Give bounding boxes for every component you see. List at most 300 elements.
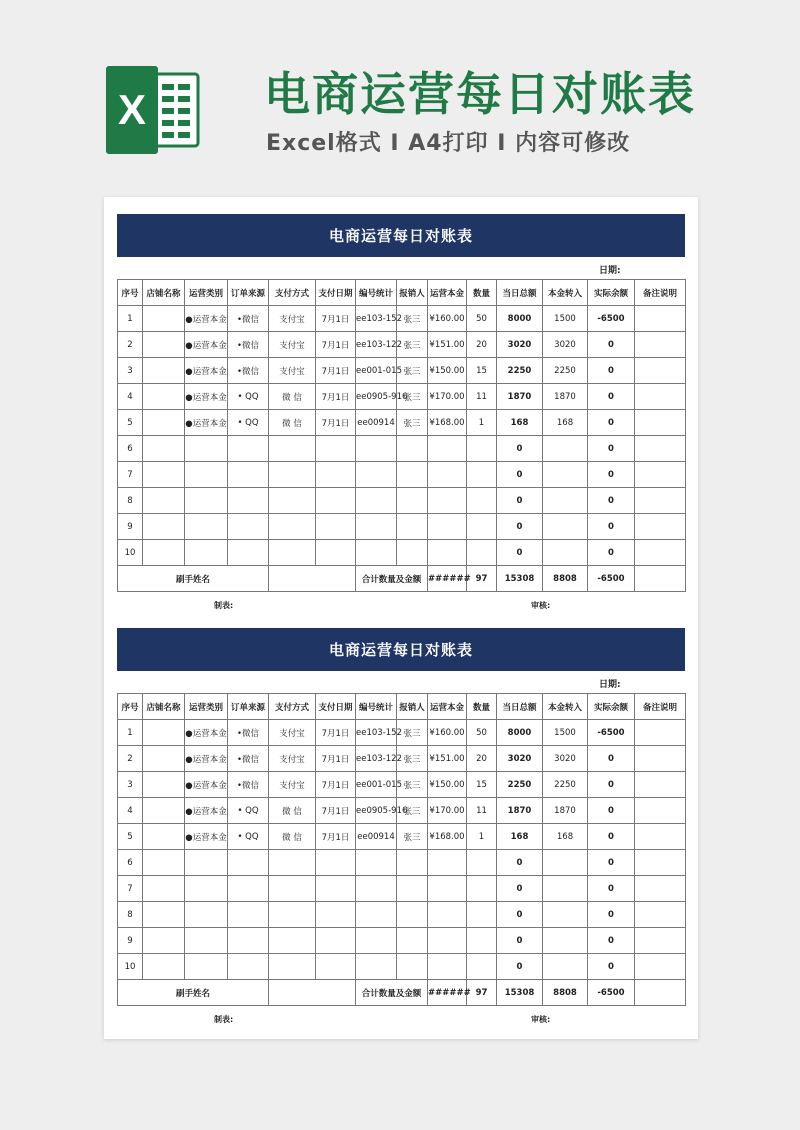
cell-ops-principal[interactable]: ¥168.00 bbox=[428, 824, 467, 850]
cell-reimburser[interactable] bbox=[397, 850, 428, 876]
cell-actual-balance[interactable]: 0 bbox=[588, 436, 635, 462]
cell-day-total[interactable]: 168 bbox=[497, 824, 543, 850]
cell-ops-category[interactable] bbox=[185, 954, 228, 980]
cell-ops-category[interactable]: ●运营本金 bbox=[185, 772, 228, 798]
cell-serial-number[interactable]: ee103-122 bbox=[356, 746, 397, 772]
cell-reimburser[interactable] bbox=[397, 488, 428, 514]
cell-ops-principal[interactable] bbox=[428, 488, 467, 514]
cell-note[interactable] bbox=[635, 462, 686, 488]
cell-order-source[interactable] bbox=[228, 902, 269, 928]
cell-ops-principal[interactable] bbox=[428, 462, 467, 488]
cell-payment-date[interactable] bbox=[316, 436, 356, 462]
cell-ops-principal[interactable]: ¥160.00 bbox=[428, 306, 467, 332]
cell-ops-category[interactable] bbox=[185, 902, 228, 928]
cell-note[interactable] bbox=[635, 306, 686, 332]
cell-order-source[interactable]: •微信 bbox=[228, 746, 269, 772]
cell-payment-method[interactable]: 支付宝 bbox=[269, 332, 316, 358]
cell-reimburser[interactable] bbox=[397, 902, 428, 928]
cell-payment-method[interactable] bbox=[269, 876, 316, 902]
cell-ops-principal[interactable] bbox=[428, 540, 467, 566]
cell-day-total[interactable]: 0 bbox=[497, 462, 543, 488]
cell-principal-transfer[interactable]: 168 bbox=[543, 824, 588, 850]
cell-reimburser[interactable]: 张三 bbox=[397, 410, 428, 436]
cell-index[interactable]: 1 bbox=[118, 720, 143, 746]
cell-payment-date[interactable] bbox=[316, 954, 356, 980]
cell-payment-method[interactable] bbox=[269, 462, 316, 488]
cell-store-name[interactable] bbox=[143, 850, 185, 876]
cell-payment-method[interactable]: 支付宝 bbox=[269, 772, 316, 798]
reconciliation-table bbox=[117, 279, 686, 592]
cell-actual-balance[interactable]: 0 bbox=[588, 746, 635, 772]
cell-payment-date[interactable]: 7月1日 bbox=[316, 798, 356, 824]
cell-store-name[interactable] bbox=[143, 436, 185, 462]
cell-ops-category[interactable]: ●运营本金 bbox=[185, 720, 228, 746]
cell-ops-principal[interactable]: ¥151.00 bbox=[428, 746, 467, 772]
day-amount-total: 15308 bbox=[497, 980, 543, 1006]
cell-serial-number[interactable]: ee00914 bbox=[356, 410, 397, 436]
cell-serial-number[interactable]: ee001-015 bbox=[356, 358, 397, 384]
cell-note[interactable] bbox=[635, 850, 686, 876]
cell-note[interactable] bbox=[635, 954, 686, 980]
cell-ops-category[interactable] bbox=[185, 488, 228, 514]
cell-day-total[interactable]: 0 bbox=[497, 902, 543, 928]
cell-actual-balance[interactable]: 0 bbox=[588, 540, 635, 566]
cell-note[interactable] bbox=[635, 384, 686, 410]
cell-quantity[interactable]: 20 bbox=[467, 332, 497, 358]
cell-principal-transfer[interactable]: 1500 bbox=[543, 306, 588, 332]
cell-ops-principal[interactable] bbox=[428, 436, 467, 462]
cell-index[interactable]: 4 bbox=[118, 384, 143, 410]
table-row bbox=[118, 462, 686, 488]
cell-payment-method[interactable]: 微 信 bbox=[269, 798, 316, 824]
cell-note[interactable] bbox=[635, 928, 686, 954]
cell-quantity[interactable]: 15 bbox=[467, 358, 497, 384]
cell-ops-category[interactable] bbox=[185, 462, 228, 488]
cell-index[interactable]: 10 bbox=[118, 954, 143, 980]
cell-reimburser[interactable]: 张三 bbox=[397, 720, 428, 746]
cell-payment-date[interactable]: 7月1日 bbox=[316, 332, 356, 358]
cell-principal-transfer[interactable]: 2250 bbox=[543, 772, 588, 798]
cell-actual-balance[interactable]: 0 bbox=[588, 332, 635, 358]
cell-order-source[interactable] bbox=[228, 954, 269, 980]
cell-serial-number[interactable] bbox=[356, 488, 397, 514]
cell-index[interactable]: 2 bbox=[118, 332, 143, 358]
column-header-ops-principal: 运营本金 bbox=[428, 694, 467, 720]
cell-store-name[interactable] bbox=[143, 876, 185, 902]
cell-serial-number[interactable] bbox=[356, 436, 397, 462]
cell-quantity[interactable]: 50 bbox=[467, 306, 497, 332]
cell-principal-transfer[interactable] bbox=[543, 514, 588, 540]
cell-day-total[interactable]: 0 bbox=[497, 514, 543, 540]
cell-order-source[interactable] bbox=[228, 436, 269, 462]
cell-index[interactable]: 6 bbox=[118, 436, 143, 462]
cell-reimburser[interactable]: 张三 bbox=[397, 306, 428, 332]
cell-day-total[interactable]: 1870 bbox=[497, 384, 543, 410]
cell-day-total[interactable]: 2250 bbox=[497, 772, 543, 798]
cell-principal-transfer[interactable]: 3020 bbox=[543, 332, 588, 358]
cell-actual-balance[interactable]: 0 bbox=[588, 410, 635, 436]
cell-quantity[interactable] bbox=[467, 902, 497, 928]
cell-actual-balance[interactable]: 0 bbox=[588, 488, 635, 514]
cell-note[interactable] bbox=[635, 540, 686, 566]
cell-store-name[interactable] bbox=[143, 410, 185, 436]
cell-actual-balance[interactable]: -6500 bbox=[588, 306, 635, 332]
cell-index[interactable]: 3 bbox=[118, 358, 143, 384]
cell-ops-category[interactable]: ●运营本金 bbox=[185, 306, 228, 332]
cell-payment-method[interactable]: 支付宝 bbox=[269, 720, 316, 746]
column-header-index: 序号 bbox=[118, 694, 143, 720]
cell-ops-principal[interactable] bbox=[428, 876, 467, 902]
cell-payment-date[interactable]: 7月1日 bbox=[316, 358, 356, 384]
cell-serial-number[interactable]: ee00914 bbox=[356, 824, 397, 850]
cell-store-name[interactable] bbox=[143, 954, 185, 980]
cell-payment-method[interactable]: 支付宝 bbox=[269, 358, 316, 384]
cell-payment-method[interactable] bbox=[269, 540, 316, 566]
cell-payment-date[interactable]: 7月1日 bbox=[316, 824, 356, 850]
cell-reimburser[interactable]: 张三 bbox=[397, 772, 428, 798]
cell-ops-principal[interactable]: ¥160.00 bbox=[428, 720, 467, 746]
cell-serial-number[interactable] bbox=[356, 514, 397, 540]
cell-index[interactable]: 7 bbox=[118, 462, 143, 488]
cell-actual-balance[interactable]: 0 bbox=[588, 798, 635, 824]
cell-payment-method[interactable] bbox=[269, 488, 316, 514]
cell-day-total[interactable]: 168 bbox=[497, 410, 543, 436]
cell-payment-date[interactable] bbox=[316, 540, 356, 566]
cell-note[interactable] bbox=[635, 876, 686, 902]
cell-day-total[interactable]: 0 bbox=[497, 850, 543, 876]
tasker-name-value[interactable] bbox=[269, 980, 356, 1006]
cell-quantity[interactable] bbox=[467, 850, 497, 876]
cell-day-total[interactable]: 3020 bbox=[497, 332, 543, 358]
cell-day-total[interactable]: 0 bbox=[497, 876, 543, 902]
cell-payment-date[interactable]: 7月1日 bbox=[316, 306, 356, 332]
cell-ops-principal[interactable] bbox=[428, 514, 467, 540]
cell-ops-principal[interactable] bbox=[428, 954, 467, 980]
cell-serial-number[interactable] bbox=[356, 928, 397, 954]
cell-day-total[interactable]: 0 bbox=[497, 928, 543, 954]
cell-day-total[interactable]: 8000 bbox=[497, 720, 543, 746]
cell-payment-date[interactable] bbox=[316, 850, 356, 876]
cell-payment-method[interactable]: 支付宝 bbox=[269, 306, 316, 332]
cell-payment-date[interactable]: 7月1日 bbox=[316, 746, 356, 772]
cell-actual-balance[interactable]: 0 bbox=[588, 772, 635, 798]
table-row bbox=[118, 540, 686, 566]
cell-payment-date[interactable] bbox=[316, 902, 356, 928]
cell-ops-principal[interactable] bbox=[428, 850, 467, 876]
cell-order-source[interactable] bbox=[228, 876, 269, 902]
cell-principal-transfer[interactable] bbox=[543, 876, 588, 902]
cell-payment-method[interactable]: 微 信 bbox=[269, 384, 316, 410]
cell-ops-category[interactable]: ●运营本金 bbox=[185, 410, 228, 436]
document-page bbox=[104, 197, 698, 1039]
cell-ops-category[interactable] bbox=[185, 928, 228, 954]
cell-note[interactable] bbox=[635, 746, 686, 772]
cell-serial-number[interactable] bbox=[356, 954, 397, 980]
cell-day-total[interactable]: 0 bbox=[497, 540, 543, 566]
cell-quantity[interactable] bbox=[467, 876, 497, 902]
cell-store-name[interactable] bbox=[143, 720, 185, 746]
cell-store-name[interactable] bbox=[143, 358, 185, 384]
cell-ops-category[interactable]: ●运营本金 bbox=[185, 824, 228, 850]
cell-reimburser[interactable] bbox=[397, 954, 428, 980]
cell-note[interactable] bbox=[635, 410, 686, 436]
cell-order-source[interactable]: • QQ bbox=[228, 798, 269, 824]
quantity-total: 97 bbox=[467, 566, 497, 592]
cell-ops-principal[interactable] bbox=[428, 902, 467, 928]
cell-note[interactable] bbox=[635, 772, 686, 798]
cell-quantity[interactable] bbox=[467, 488, 497, 514]
cell-payment-date[interactable]: 7月1日 bbox=[316, 410, 356, 436]
cell-note[interactable] bbox=[635, 488, 686, 514]
cell-reimburser[interactable] bbox=[397, 462, 428, 488]
cell-actual-balance[interactable]: 0 bbox=[588, 902, 635, 928]
cell-quantity[interactable] bbox=[467, 436, 497, 462]
cell-payment-method[interactable] bbox=[269, 954, 316, 980]
cell-ops-principal[interactable]: ¥151.00 bbox=[428, 332, 467, 358]
cell-quantity[interactable]: 50 bbox=[467, 720, 497, 746]
cell-payment-method[interactable] bbox=[269, 514, 316, 540]
table-header-row bbox=[118, 280, 686, 306]
cell-reimburser[interactable]: 张三 bbox=[397, 746, 428, 772]
table-row bbox=[118, 772, 686, 798]
cell-order-source[interactable] bbox=[228, 928, 269, 954]
tasker-name-value[interactable] bbox=[269, 566, 356, 592]
cell-principal-transfer[interactable] bbox=[543, 488, 588, 514]
cell-quantity[interactable] bbox=[467, 928, 497, 954]
cell-quantity[interactable]: 20 bbox=[467, 746, 497, 772]
cell-order-source[interactable] bbox=[228, 850, 269, 876]
cell-principal-transfer[interactable]: 1870 bbox=[543, 798, 588, 824]
cell-store-name[interactable] bbox=[143, 902, 185, 928]
cell-note[interactable] bbox=[635, 798, 686, 824]
cell-ops-principal[interactable] bbox=[428, 928, 467, 954]
cell-ops-category[interactable] bbox=[185, 514, 228, 540]
cell-note[interactable] bbox=[635, 514, 686, 540]
cell-payment-date[interactable] bbox=[316, 514, 356, 540]
cell-serial-number[interactable] bbox=[356, 540, 397, 566]
cell-principal-transfer[interactable]: 168 bbox=[543, 410, 588, 436]
cell-payment-date[interactable] bbox=[316, 928, 356, 954]
cell-order-source[interactable]: •微信 bbox=[228, 720, 269, 746]
cell-actual-balance[interactable]: 0 bbox=[588, 358, 635, 384]
cell-quantity[interactable] bbox=[467, 514, 497, 540]
cell-actual-balance[interactable]: 0 bbox=[588, 850, 635, 876]
cell-ops-principal[interactable]: ¥150.00 bbox=[428, 772, 467, 798]
cell-index[interactable]: 6 bbox=[118, 850, 143, 876]
cell-order-source[interactable]: •微信 bbox=[228, 306, 269, 332]
cell-principal-transfer[interactable]: 2250 bbox=[543, 358, 588, 384]
cell-payment-date[interactable]: 7月1日 bbox=[316, 720, 356, 746]
cell-ops-category[interactable] bbox=[185, 436, 228, 462]
cell-quantity[interactable]: 11 bbox=[467, 798, 497, 824]
cell-payment-method[interactable]: 支付宝 bbox=[269, 746, 316, 772]
note-total[interactable] bbox=[635, 566, 686, 592]
cell-payment-date[interactable] bbox=[316, 462, 356, 488]
cell-store-name[interactable] bbox=[143, 798, 185, 824]
cell-actual-balance[interactable]: 0 bbox=[588, 876, 635, 902]
cell-ops-principal[interactable]: ¥170.00 bbox=[428, 384, 467, 410]
cell-ops-category[interactable] bbox=[185, 540, 228, 566]
cell-note[interactable] bbox=[635, 824, 686, 850]
cell-reimburser[interactable]: 张三 bbox=[397, 358, 428, 384]
cell-index[interactable]: 8 bbox=[118, 902, 143, 928]
cell-index[interactable]: 5 bbox=[118, 824, 143, 850]
cell-order-source[interactable] bbox=[228, 462, 269, 488]
cell-note[interactable] bbox=[635, 358, 686, 384]
cell-store-name[interactable] bbox=[143, 540, 185, 566]
cell-serial-number[interactable] bbox=[356, 876, 397, 902]
cell-day-total[interactable]: 0 bbox=[497, 954, 543, 980]
cell-payment-method[interactable] bbox=[269, 850, 316, 876]
cell-store-name[interactable] bbox=[143, 514, 185, 540]
cell-reimburser[interactable] bbox=[397, 928, 428, 954]
cell-day-total[interactable]: 8000 bbox=[497, 306, 543, 332]
cell-day-total[interactable]: 0 bbox=[497, 436, 543, 462]
cell-ops-principal[interactable]: ¥168.00 bbox=[428, 410, 467, 436]
cell-ops-category[interactable] bbox=[185, 850, 228, 876]
cell-reimburser[interactable]: 张三 bbox=[397, 798, 428, 824]
cell-serial-number[interactable] bbox=[356, 850, 397, 876]
cell-order-source[interactable]: •微信 bbox=[228, 332, 269, 358]
cell-ops-category[interactable] bbox=[185, 876, 228, 902]
cell-principal-transfer[interactable]: 3020 bbox=[543, 746, 588, 772]
cell-reimburser[interactable] bbox=[397, 436, 428, 462]
cell-principal-transfer[interactable] bbox=[543, 954, 588, 980]
cell-principal-transfer[interactable] bbox=[543, 928, 588, 954]
cell-note[interactable] bbox=[635, 720, 686, 746]
cell-day-total[interactable]: 2250 bbox=[497, 358, 543, 384]
cell-index[interactable]: 5 bbox=[118, 410, 143, 436]
cell-serial-number[interactable]: ee0905-916 bbox=[356, 798, 397, 824]
cell-index[interactable]: 4 bbox=[118, 798, 143, 824]
cell-actual-balance[interactable]: 0 bbox=[588, 462, 635, 488]
sheet-title: 电商运营每日对账表 bbox=[117, 214, 685, 257]
column-header-ops-category: 运营类别 bbox=[185, 694, 228, 720]
cell-order-source[interactable] bbox=[228, 514, 269, 540]
cell-index[interactable]: 2 bbox=[118, 746, 143, 772]
cell-principal-transfer[interactable] bbox=[543, 462, 588, 488]
cell-store-name[interactable] bbox=[143, 746, 185, 772]
cell-payment-method[interactable]: 微 信 bbox=[269, 824, 316, 850]
cell-serial-number[interactable]: ee103-152 bbox=[356, 720, 397, 746]
cell-order-source[interactable]: • QQ bbox=[228, 824, 269, 850]
cell-note[interactable] bbox=[635, 902, 686, 928]
cell-reimburser[interactable] bbox=[397, 876, 428, 902]
cell-serial-number[interactable]: ee0905-916 bbox=[356, 384, 397, 410]
cell-index[interactable]: 7 bbox=[118, 876, 143, 902]
cell-ops-principal[interactable]: ¥170.00 bbox=[428, 798, 467, 824]
cell-ops-category[interactable]: ●运营本金 bbox=[185, 332, 228, 358]
cell-order-source[interactable] bbox=[228, 540, 269, 566]
cell-reimburser[interactable]: 张三 bbox=[397, 824, 428, 850]
cell-principal-transfer[interactable] bbox=[543, 902, 588, 928]
cell-note[interactable] bbox=[635, 332, 686, 358]
cell-quantity[interactable] bbox=[467, 954, 497, 980]
cell-day-total[interactable]: 1870 bbox=[497, 798, 543, 824]
cell-principal-transfer[interactable]: 1870 bbox=[543, 384, 588, 410]
cell-store-name[interactable] bbox=[143, 462, 185, 488]
cell-store-name[interactable] bbox=[143, 384, 185, 410]
cell-order-source[interactable]: • QQ bbox=[228, 410, 269, 436]
cell-store-name[interactable] bbox=[143, 488, 185, 514]
cell-store-name[interactable] bbox=[143, 772, 185, 798]
cell-payment-date[interactable] bbox=[316, 488, 356, 514]
cell-payment-method[interactable]: 微 信 bbox=[269, 410, 316, 436]
cell-order-source[interactable]: • QQ bbox=[228, 384, 269, 410]
principal-total: ###### bbox=[428, 980, 467, 1006]
cell-quantity[interactable]: 15 bbox=[467, 772, 497, 798]
cell-index[interactable]: 9 bbox=[118, 514, 143, 540]
cell-ops-category[interactable]: ●运营本金 bbox=[185, 798, 228, 824]
cell-payment-method[interactable] bbox=[269, 436, 316, 462]
cell-quantity[interactable] bbox=[467, 462, 497, 488]
cell-actual-balance[interactable]: -6500 bbox=[588, 720, 635, 746]
cell-actual-balance[interactable]: 0 bbox=[588, 954, 635, 980]
cell-payment-date[interactable] bbox=[316, 876, 356, 902]
cell-payment-date[interactable]: 7月1日 bbox=[316, 772, 356, 798]
table-row bbox=[118, 332, 686, 358]
cell-day-total[interactable]: 3020 bbox=[497, 746, 543, 772]
cell-day-total[interactable]: 0 bbox=[497, 488, 543, 514]
cell-actual-balance[interactable]: 0 bbox=[588, 384, 635, 410]
cell-payment-method[interactable] bbox=[269, 902, 316, 928]
cell-quantity[interactable]: 1 bbox=[467, 824, 497, 850]
cell-index[interactable]: 1 bbox=[118, 306, 143, 332]
cell-index[interactable]: 9 bbox=[118, 928, 143, 954]
cell-serial-number[interactable]: ee103-152 bbox=[356, 306, 397, 332]
note-total[interactable] bbox=[635, 980, 686, 1006]
cell-actual-balance[interactable]: 0 bbox=[588, 928, 635, 954]
cell-ops-category[interactable]: ●运营本金 bbox=[185, 358, 228, 384]
cell-payment-method[interactable] bbox=[269, 928, 316, 954]
cell-store-name[interactable] bbox=[143, 332, 185, 358]
cell-ops-category[interactable]: ●运营本金 bbox=[185, 384, 228, 410]
date-row bbox=[117, 257, 685, 279]
cell-principal-transfer[interactable] bbox=[543, 436, 588, 462]
cell-index[interactable]: 10 bbox=[118, 540, 143, 566]
cell-principal-transfer[interactable] bbox=[543, 540, 588, 566]
cell-index[interactable]: 3 bbox=[118, 772, 143, 798]
cell-store-name[interactable] bbox=[143, 824, 185, 850]
cell-actual-balance[interactable]: 0 bbox=[588, 824, 635, 850]
cell-principal-transfer[interactable]: 1500 bbox=[543, 720, 588, 746]
cell-serial-number[interactable]: ee103-122 bbox=[356, 332, 397, 358]
cell-quantity[interactable]: 11 bbox=[467, 384, 497, 410]
cell-order-source[interactable]: •微信 bbox=[228, 358, 269, 384]
cell-order-source[interactable] bbox=[228, 488, 269, 514]
cell-ops-category[interactable]: ●运营本金 bbox=[185, 746, 228, 772]
cell-serial-number[interactable]: ee001-015 bbox=[356, 772, 397, 798]
cell-order-source[interactable]: •微信 bbox=[228, 772, 269, 798]
cell-note[interactable] bbox=[635, 436, 686, 462]
cell-ops-principal[interactable]: ¥150.00 bbox=[428, 358, 467, 384]
cell-reimburser[interactable] bbox=[397, 540, 428, 566]
cell-index[interactable]: 8 bbox=[118, 488, 143, 514]
cell-actual-balance[interactable]: 0 bbox=[588, 514, 635, 540]
cell-payment-date[interactable]: 7月1日 bbox=[316, 384, 356, 410]
cell-serial-number[interactable] bbox=[356, 902, 397, 928]
cell-reimburser[interactable]: 张三 bbox=[397, 332, 428, 358]
cell-serial-number[interactable] bbox=[356, 462, 397, 488]
column-header-store-name: 店铺名称 bbox=[143, 694, 185, 720]
cell-reimburser[interactable] bbox=[397, 514, 428, 540]
cell-principal-transfer[interactable] bbox=[543, 850, 588, 876]
cell-quantity[interactable] bbox=[467, 540, 497, 566]
cell-reimburser[interactable]: 张三 bbox=[397, 384, 428, 410]
cell-store-name[interactable] bbox=[143, 306, 185, 332]
cell-quantity[interactable]: 1 bbox=[467, 410, 497, 436]
cell-store-name[interactable] bbox=[143, 928, 185, 954]
